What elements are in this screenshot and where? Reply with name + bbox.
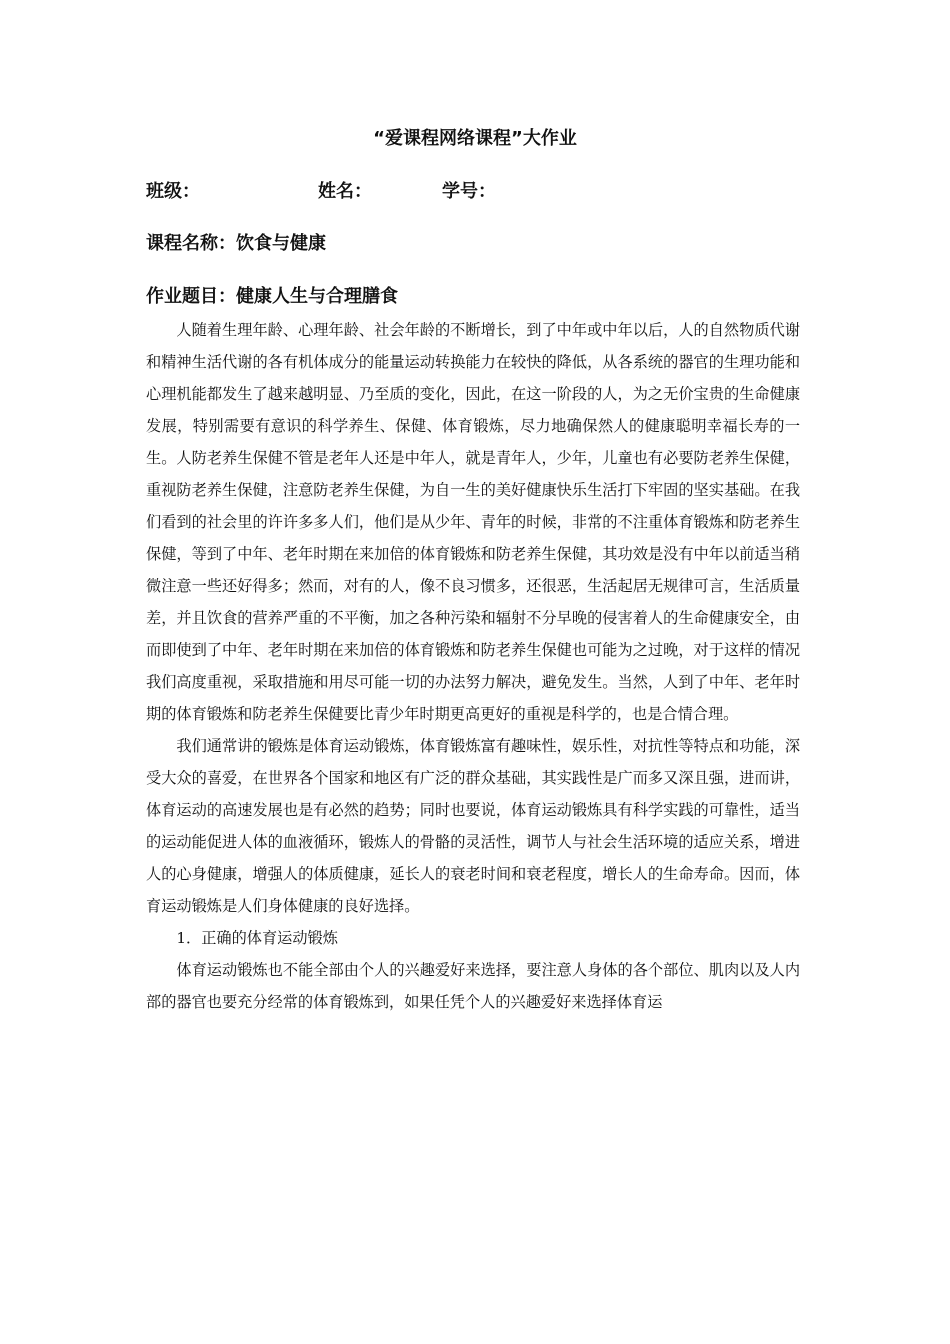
body-text [146,314,800,1018]
student-info-line [146,179,496,205]
paragraph-1: 人随着生理年龄、心理年龄、社会年龄的不断增长，到了中年或中年以后，人的自然物质代谢和精神生活代谢的各有机体成分的能量运动转换能力在较快的降低，从各系统的器官的生理功能和心理机能都发生了越来越明显、乃至质的变化，因此，在这一阶段的人，为之无价宝贵的生命健康发展，特别需要有意识的科学养生、保健、体育锻炼，尽力地确保然人的健康聪明幸福长寿的一生。人防老养生保健不管是老年人还是中年人，就是青年人，少年，儿童也有必要防老养生保健，重视防老养生保健，注意防老养生保健，为自一生的美好健康快乐生活打下牢固的坚实基础。在我们看到的社会里的许许多多人们，他们是从少年、青年的时候，非常的不注重体育锻炼和防老养生保健，等到了中年、老年时期在来加倍的体育锻炼和防老养生保健，其功效是没有中年以前适当稍微注意一些还好得多；然而，对有的人，像不良习惯多，还很恶，生活起居无规律可言，生活质量差，并且饮食的营养严重的不平衡，加之各种污染和辐射不分早晚的侵害着人的生命健康安全，由而即使到了中年、老年时期在来加倍的体育锻炼和防老养生保健也可能为之过晚，对于这样的情况我们高度重视，采取措施和用尽可能一切的办法努力解决，避免发生。当然，人到了中年、老年时期的体育锻炼和防老养生保健要比青少年时期更高更好的重视是科学的，也是合情合理。 [146,321,800,723]
course-name-line: 课程名称：饮食与健康 [146,233,326,254]
paragraph-3: 体育运动锻炼也不能全部由个人的兴趣爱好来选择，要注意人身体的各个部位、肌肉以及人内部的器官也要充分经常的体育锻炼到，如果任凭个人的兴趣爱好来选择体育运 [146,961,800,1011]
name-label: 姓名： [318,181,372,202]
list-item-1: 1．正确的体育运动锻炼 [176,929,338,947]
document-title: “爱课程网络课程”大作业 [373,128,577,149]
paragraph-2: 我们通常讲的锻炼是体育运动锻炼，体育锻炼富有趣味性，娱乐性，对抗性等特点和功能，深受大众的喜爱，在世界各个国家和地区有广泛的群众基础，其实践性是广而多又深且强，进而讲，体育运动的高速发展也是有必然的趋势；同时也要说，体育运动锻炼具有科学实践的可靠性，适当的运动能促进人体的血液循环，锻炼人的骨骼的灵活性，调节人与社会生活环境的适应关系，增进人的心身健康，增强人的体质健康，延长人的衰老时间和衰老程度，增长人的生命寿命。因而，体育运动锻炼是人们身体健康的良好选择。 [146,737,800,915]
assignment-topic-line: 作业题目：健康人生与合理膳食 [146,286,398,307]
student-id-label: 学号： [442,181,496,202]
class-label: 班级： [146,181,200,202]
